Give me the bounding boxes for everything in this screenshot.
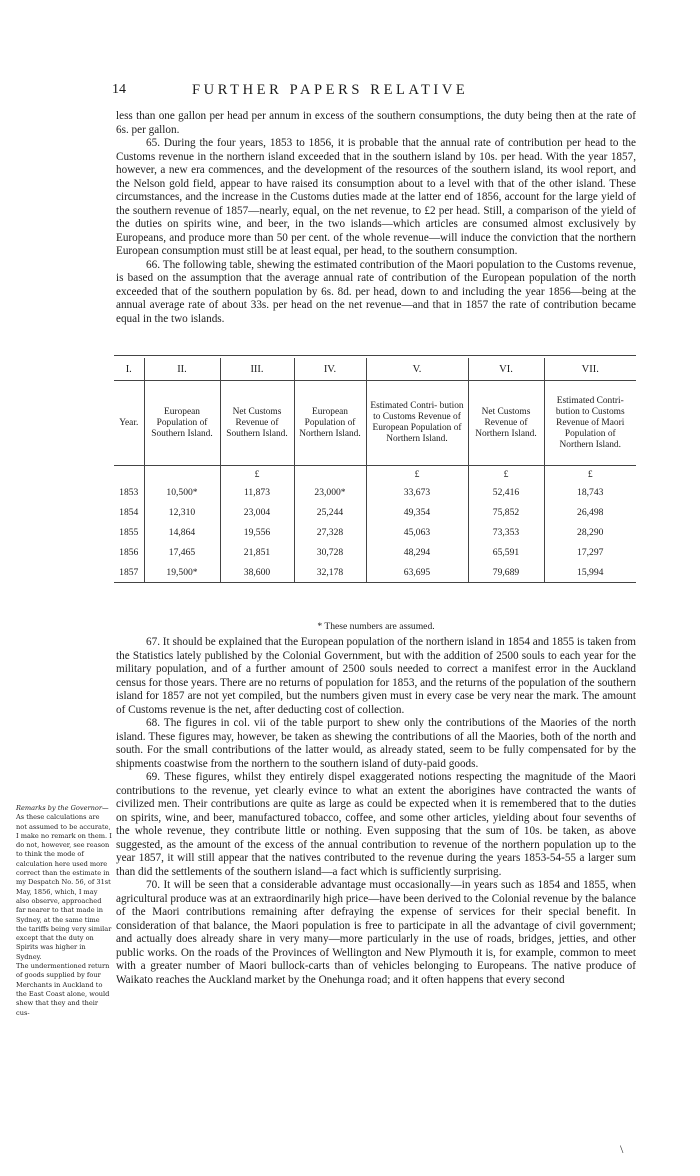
margin-note-heading: Remarks by the Governor— (16, 804, 109, 812)
body-text-bottom (116, 636, 636, 987)
table-cell: 17,297 (544, 542, 636, 562)
table-cell: 52,416 (468, 482, 544, 502)
page-number: 14 (112, 82, 126, 97)
column-heading: Estimated Contri- bution to Customs Revenue of Maori Population of Northern Island. (544, 381, 636, 466)
page-header (112, 82, 632, 102)
unit-cell (294, 466, 366, 483)
table-cell: 33,673 (366, 482, 468, 502)
table-footnote: * These numbers are assumed. (317, 621, 435, 632)
unit-cell (144, 466, 220, 483)
corner-mark: \ (620, 1142, 624, 1156)
table-cell: 32,178 (294, 562, 366, 583)
unit-cell: £ (468, 466, 544, 483)
table-cell: 79,689 (468, 562, 544, 583)
paragraph: less than one gallon per head per annum in excess of the southern consumptions, the duty being then at the rate of 6s. per gallon. (116, 110, 636, 136)
table-row (114, 562, 636, 583)
paragraph-68: 68. The figures in col. vii of the table purport to shew only the contributions of the Maories of the north island. These figures may, however, be taken as shewing the contributions of all the Maories, both of the north and south. For the small contributions of the latter would, as already stated, seem to be fully compensated for by the shipments coastwise from the northern to the southern island of duty-paid goods. (116, 717, 636, 770)
column-heading: Year. (114, 381, 144, 466)
table-cell: 26,498 (544, 502, 636, 522)
paragraph-69: 69. These figures, whilst they entirely dispel exaggerated notions respecting the magnitude of the Maori contributions to the revenue, yet clearly evince to what an extent the aborigines have contracted the wants of civilized men. Their contributions are quite as large as could be expected when it is remembered that to the duties on spirits, wine, and beer, manufactured tobacco, coffee, and some other articles, yielding about four sevenths of the whole revenue, they contribute little or nothing. Even supposing that the sum of 10s. be taken, as above suggested, as the amount of the excess of the annual contribution to revenue of the northern population up to the year 1857, it will still appear that the natives contributed to the revenue during the years 1853-54-55 a larger sum than did the settlements of the southern island—a fact which is sufficiently surprising. (116, 771, 636, 878)
table-cell: 48,294 (366, 542, 468, 562)
column-number: II. (144, 358, 220, 381)
margin-note-text: The undermentioned return of goods supplied by four Merchants in Auckland to the East Coast alone, would shew that they and their cus- (16, 962, 110, 1017)
table-cell: 49,354 (366, 502, 468, 522)
column-heading: European Population of Northern Island. (294, 381, 366, 466)
table-cell: 19,556 (220, 522, 294, 542)
column-number: VI. (468, 358, 544, 381)
table-cell: 38,600 (220, 562, 294, 583)
table-cell: 1857 (114, 562, 144, 583)
table-cell: 65,591 (468, 542, 544, 562)
paragraph-66: 66. The following table, shewing the estimated contribution of the Maori population to the Customs revenue, is based on the assumption that the average annual rate of contribution of the European population of the north exceeded that of the southern population by 6s. 8d. per head, down to and including the year 1856—being at the annual average rate of about 33s. per head on the net revenue—and that in 1857 the rate of contribution became equal in the two islands. (116, 258, 636, 325)
table-cell: 15,994 (544, 562, 636, 583)
table-cell: 27,328 (294, 522, 366, 542)
table-cell: 23,000* (294, 482, 366, 502)
body-text-top (116, 110, 636, 326)
table-cell: 12,310 (144, 502, 220, 522)
table-row (114, 522, 636, 542)
table-cell: 28,290 (544, 522, 636, 542)
column-number: I. (114, 358, 144, 381)
table-cell: 17,465 (144, 542, 220, 562)
column-number: VII. (544, 358, 636, 381)
table-cell: 25,244 (294, 502, 366, 522)
column-heading: Estimated Contri- bution to Customs Revenue of European Population of Northern Island. (366, 381, 468, 466)
paragraph-67: 67. It should be explained that the European population of the northern island in 1854 and 1855 is taken from the Statistics lately published by the Colonial Government, but with the addition of 2500 souls to each year for the military population, and of a further amount of 2500 souls needed to correct a manifest error in the Auckland census for those years. There are no returns of population for 1853, and the returns of the population of the southern island for 1857 are not yet compiled, but the numbers given must in every case be very near the mark. The amount of Customs revenue is the net, after deducting cost of collection. (116, 636, 636, 716)
column-number: IV. (294, 358, 366, 381)
table-cell: 14,864 (144, 522, 220, 542)
table-cell: 73,353 (468, 522, 544, 542)
table-row (114, 482, 636, 502)
table-cell: 1854 (119, 506, 139, 518)
column-heading: Net Customs Revenue of Northern Island. (468, 381, 544, 466)
margin-note (16, 804, 112, 1018)
column-number: V. (366, 358, 468, 381)
paragraph-65: 65. During the four years, 1853 to 1856, it is probable that the annual rate of contribution per head to the Customs revenue in the northern island exceeded that in the southern island by 10s. per head. With the year 1857, however, a new era commences, and the development of the resources of the southern island, its wool report, and the Nelson gold field, appear to have raised its consumption about to a level with that of the other island. These circumstances, and the increase in the Customs duties made at the latter end of 1856, account for the large yield of the southern revenue of 1857—nearly, equal, on the net revenue, to £2 per head. Still, a comparison of the yield of the duties on spirits wine, and beer, in the two islands—which articles are consumed almost exclusively by Europeans, and produce more than 50 per cent. of the whole revenue—will induce the conviction that the northern European consumption must still be at least equal, per head, to the southern consumption. (116, 137, 636, 257)
table-cell: 19,500* (144, 562, 220, 583)
table-cell: 11,873 (220, 482, 294, 502)
table-cell: 30,728 (294, 542, 366, 562)
column-number: III. (220, 358, 294, 381)
table-cell: 1853 (119, 486, 139, 498)
table-cell: 1856 (119, 546, 139, 558)
unit-cell: £ (544, 466, 636, 483)
table-header-row (114, 381, 636, 466)
table-row (114, 502, 636, 522)
column-heading: European Population of Southern Island. (144, 381, 220, 466)
table-cell: 21,851 (220, 542, 294, 562)
table-cell: 1855 (119, 526, 139, 538)
table-cell: 18,743 (544, 482, 636, 502)
running-title: FURTHER PAPERS RELATIVE (192, 82, 469, 98)
paragraph-70: 70. It will be seen that a considerable advantage must occasionally—in years such as 1854 and 1855, when agricultural produce was at an extraordinarily high price—have been derived to the Colonial revenue by the balance of the Maori contributions remaining after defraying the expense of services for their special benefit. In consideration of that balance, the Maori population is free to participate in all the advantage of civil government; and actually does already share in very many—more particularly in the use of roads, bridges, jetties, and other public works. On the roads of the Provinces of Wellington and New Plymouth it is, for example, common to meet with a greater number of Maori bullock-carts than of vehicles belonging to Europeans. The native produce of Waikato reaches the Auckland market by the Onehunga road; and it often happens that every second (116, 879, 636, 986)
table-row (114, 542, 636, 562)
column-heading: Net Customs Revenue of Southern Island. (220, 381, 294, 466)
table-cell: 75,852 (468, 502, 544, 522)
table-column-numbers (114, 358, 636, 381)
table-cell: 23,004 (220, 502, 294, 522)
unit-cell: £ (366, 466, 468, 483)
unit-cell (114, 466, 144, 483)
table-cell: 10,500* (144, 482, 220, 502)
table-top-rule (114, 355, 636, 356)
table-units-row (114, 466, 636, 483)
table-cell: 63,695 (366, 562, 468, 583)
contribution-table (114, 358, 636, 583)
unit-cell: £ (220, 466, 294, 483)
table-cell: 45,063 (366, 522, 468, 542)
margin-note-text: As these calculations are not assumed to be accurate, I make no remark on them. I do not, however, see reason to think the mode of calculation here used more correct than the estimate in my Despatch No. 56, of 31st May, 1856, which, I may also observe, approached far nearer to that made in Sydney, at the same time the tariffs being very similar except that the duty on Spirits was higher in Sydney. (16, 813, 112, 961)
